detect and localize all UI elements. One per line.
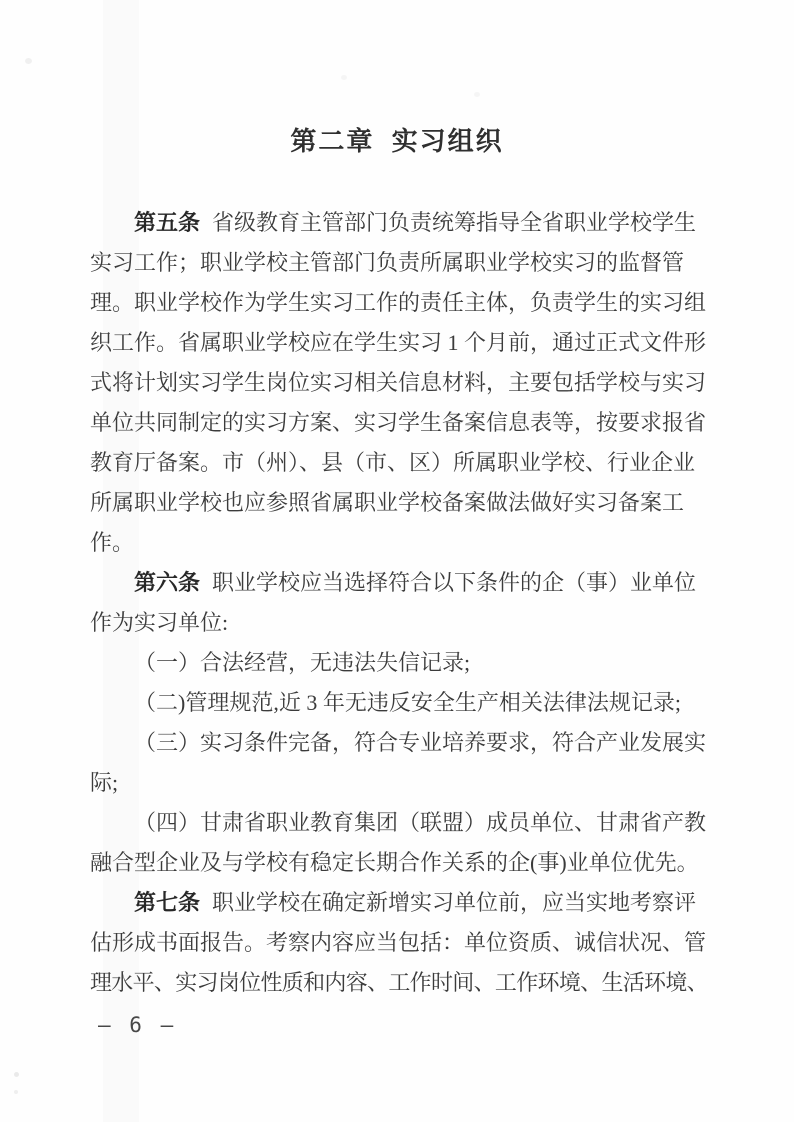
text-line — [90, 203, 708, 243]
document-body — [90, 203, 708, 1003]
line-text: 际; — [90, 770, 119, 795]
line-text: 作为实习单位: — [90, 610, 229, 635]
text-line — [90, 603, 708, 643]
line-text: 实习工作；职业学校主管部门负责所属职业学校实习的监督管 — [90, 250, 685, 275]
text-line — [90, 483, 708, 523]
text-line — [90, 323, 708, 363]
line-text: 职业学校应当选择符合以下条件的企（事）业单位 — [212, 570, 697, 595]
text-line — [90, 363, 708, 403]
page-number: – 6 – — [98, 1013, 177, 1037]
line-text: （二)管理规范,近 3 年无违反安全生产相关法律法规记录; — [134, 690, 681, 715]
text-line — [90, 443, 708, 483]
line-text: 所属职业学校也应参照省属职业学校备案做法做好实习备案工 — [90, 490, 685, 515]
line-text: 省级教育主管部门负责统筹指导全省职业学校学生 — [212, 210, 697, 235]
text-line — [90, 803, 708, 843]
line-text: 教育厅备案。市（州）、县（市、区）所属职业学校、行业企业 — [90, 450, 696, 475]
text-line — [90, 643, 708, 683]
text-line — [90, 523, 708, 563]
line-text: （四）甘肃省职业教育集团（联盟）成员单位、甘肃省产教 — [134, 810, 707, 835]
text-line — [90, 283, 708, 323]
line-text: 职业学校在确定新增实习单位前，应当实地考察评 — [212, 890, 697, 915]
scan-speck — [25, 58, 32, 64]
line-text: 估形成书面报告。考察内容应当包括：单位资质、诚信状况、管 — [90, 930, 707, 955]
scan-speck — [14, 1090, 18, 1094]
text-line — [90, 763, 708, 803]
article-number: 第七条 — [134, 890, 201, 915]
text-line — [90, 243, 708, 283]
text-line — [90, 683, 708, 723]
text-line — [90, 963, 708, 1003]
text-line — [90, 563, 708, 603]
chapter-title: 第二章 实习组织 — [290, 126, 504, 156]
article-number: 第五条 — [134, 210, 201, 235]
line-text: （三）实习条件完备，符合专业培养要求，符合产业发展实 — [134, 730, 707, 755]
line-text: 融合型企业及与学校有稳定长期合作关系的企(事)业单位优先。 — [90, 850, 699, 875]
line-text: 单位共同制定的实习方案、实习学生备案信息表等，按要求报省 — [90, 410, 707, 435]
scan-speck — [341, 75, 347, 80]
text-line — [90, 843, 708, 883]
text-line — [90, 403, 708, 443]
text-line — [90, 883, 708, 923]
line-text: 式将计划实习学生岗位实习相关信息材料，主要包括学校与实习 — [90, 370, 707, 395]
line-text: （一）合法经营，无违法失信记录; — [134, 650, 471, 675]
text-line — [90, 923, 708, 963]
line-text: 织工作。省属职业学校应在学生实习 1 个月前，通过正式文件形 — [90, 330, 707, 355]
scan-speck — [474, 92, 480, 97]
scan-speck — [14, 1072, 19, 1077]
line-text: 理。职业学校作为学生实习工作的责任主体，负责学生的实习组 — [90, 290, 707, 315]
article-number: 第六条 — [134, 570, 201, 595]
line-text: 理水平、实习岗位性质和内容、工作时间、工作环境、生活环境、 — [90, 970, 708, 995]
line-text: 作。 — [90, 530, 135, 555]
text-line — [90, 723, 708, 763]
